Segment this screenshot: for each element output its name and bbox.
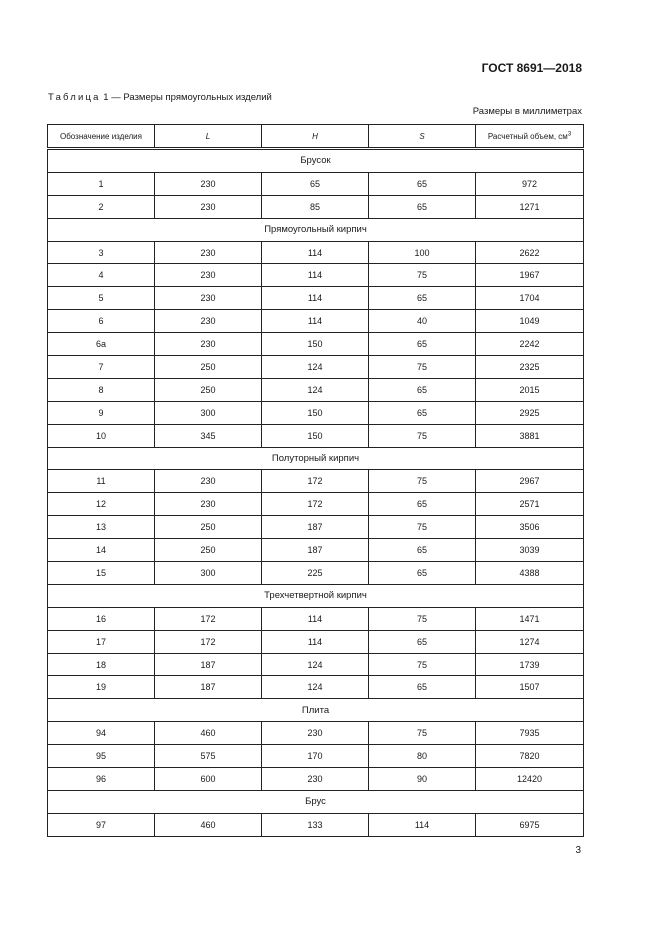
volume-header-sup: 3: [567, 130, 572, 137]
cell-h: 230: [262, 768, 369, 791]
cell-designation: 94: [48, 722, 155, 745]
group-header-row: [48, 447, 584, 470]
cell-h: 124: [262, 356, 369, 379]
group-name: Плита: [48, 699, 584, 722]
table-row: [48, 195, 584, 218]
cell-s: 65: [369, 378, 476, 401]
column-header-h: H: [262, 125, 369, 149]
cell-volume: 1274: [476, 630, 584, 653]
table-row: [48, 264, 584, 287]
cell-s: 65: [369, 630, 476, 653]
table-row: [48, 630, 584, 653]
cell-h: 124: [262, 653, 369, 676]
cell-h: 172: [262, 470, 369, 493]
table-row: [48, 310, 584, 333]
group-name: Трехчетвертной кирпич: [48, 584, 584, 607]
cell-s: 65: [369, 333, 476, 356]
cell-volume: 2622: [476, 241, 584, 264]
cell-h: 172: [262, 493, 369, 516]
table-row: [48, 768, 584, 791]
cell-volume: 2571: [476, 493, 584, 516]
cell-h: 85: [262, 195, 369, 218]
cell-l: 250: [155, 539, 262, 562]
group-header-row: [48, 218, 584, 241]
cell-designation: 14: [48, 539, 155, 562]
cell-h: 114: [262, 287, 369, 310]
table-row: [48, 745, 584, 768]
cell-l: 187: [155, 676, 262, 699]
caption-number: 1: [103, 92, 109, 103]
cell-designation: 6а: [48, 333, 155, 356]
cell-volume: 1704: [476, 287, 584, 310]
cell-designation: 9: [48, 401, 155, 424]
table-header-row: [48, 125, 584, 149]
cell-volume: 1507: [476, 676, 584, 699]
table-row: [48, 493, 584, 516]
group-header-row: [48, 790, 584, 813]
cell-l: 300: [155, 401, 262, 424]
cell-h: 150: [262, 333, 369, 356]
table-row: [48, 539, 584, 562]
cell-volume: 3039: [476, 539, 584, 562]
cell-h: 114: [262, 607, 369, 630]
cell-s: 75: [369, 424, 476, 447]
cell-h: 150: [262, 424, 369, 447]
cell-s: 75: [369, 356, 476, 379]
group-header-row: [48, 584, 584, 607]
cell-s: 75: [369, 516, 476, 539]
cell-l: 230: [155, 493, 262, 516]
cell-h: 114: [262, 310, 369, 333]
cell-h: 114: [262, 241, 369, 264]
table-row: [48, 562, 584, 585]
cell-designation: 7: [48, 356, 155, 379]
table-row: [48, 424, 584, 447]
cell-l: 172: [155, 607, 262, 630]
cell-h: 150: [262, 401, 369, 424]
cell-h: 170: [262, 745, 369, 768]
cell-designation: 10: [48, 424, 155, 447]
cell-volume: 12420: [476, 768, 584, 791]
cell-s: 80: [369, 745, 476, 768]
cell-l: 575: [155, 745, 262, 768]
cell-h: 230: [262, 722, 369, 745]
cell-l: 230: [155, 195, 262, 218]
group-name: Полуторный кирпич: [48, 447, 584, 470]
cell-designation: 18: [48, 653, 155, 676]
cell-volume: 7935: [476, 722, 584, 745]
cell-l: 230: [155, 310, 262, 333]
cell-designation: 96: [48, 768, 155, 791]
cell-volume: 2325: [476, 356, 584, 379]
cell-h: 133: [262, 813, 369, 836]
cell-volume: 2967: [476, 470, 584, 493]
units-note: Размеры в миллиметрах: [472, 106, 582, 117]
table-row: [48, 401, 584, 424]
standard-code: ГОСТ 8691—2018: [481, 61, 582, 75]
column-header-l: L: [155, 125, 262, 149]
cell-h: 65: [262, 172, 369, 195]
table-body: [48, 149, 584, 837]
column-header-s: S: [369, 125, 476, 149]
table-row: [48, 172, 584, 195]
table-row: [48, 378, 584, 401]
cell-s: 65: [369, 493, 476, 516]
cell-designation: 11: [48, 470, 155, 493]
cell-s: 75: [369, 607, 476, 630]
cell-s: 40: [369, 310, 476, 333]
cell-h: 225: [262, 562, 369, 585]
cell-designation: 19: [48, 676, 155, 699]
cell-volume: 1967: [476, 264, 584, 287]
cell-l: 230: [155, 241, 262, 264]
cell-designation: 4: [48, 264, 155, 287]
cell-volume: 2242: [476, 333, 584, 356]
cell-designation: 2: [48, 195, 155, 218]
group-name: Брус: [48, 790, 584, 813]
cell-l: 460: [155, 813, 262, 836]
cell-s: 65: [369, 401, 476, 424]
cell-s: 90: [369, 768, 476, 791]
cell-h: 124: [262, 676, 369, 699]
cell-l: 460: [155, 722, 262, 745]
group-header-row: [48, 699, 584, 722]
cell-volume: 3506: [476, 516, 584, 539]
table-row: [48, 676, 584, 699]
cell-volume: 972: [476, 172, 584, 195]
cell-h: 114: [262, 630, 369, 653]
cell-l: 300: [155, 562, 262, 585]
cell-l: 187: [155, 653, 262, 676]
cell-l: 230: [155, 264, 262, 287]
cell-designation: 6: [48, 310, 155, 333]
cell-s: 75: [369, 264, 476, 287]
cell-s: 65: [369, 172, 476, 195]
caption-prefix: Таблица: [48, 92, 101, 103]
cell-l: 230: [155, 287, 262, 310]
cell-s: 100: [369, 241, 476, 264]
page-number: 3: [575, 845, 581, 856]
cell-volume: 1049: [476, 310, 584, 333]
table-row: [48, 607, 584, 630]
cell-designation: 16: [48, 607, 155, 630]
group-name: Прямоугольный кирпич: [48, 218, 584, 241]
column-header-designation: Обозначение изделия: [48, 125, 155, 149]
cell-volume: 3881: [476, 424, 584, 447]
cell-designation: 15: [48, 562, 155, 585]
caption-title: — Размеры прямоугольных изделий: [111, 92, 272, 103]
cell-s: 75: [369, 722, 476, 745]
table-row: [48, 653, 584, 676]
cell-l: 250: [155, 516, 262, 539]
group-header-row: [48, 149, 584, 173]
table-row: [48, 241, 584, 264]
cell-s: 65: [369, 562, 476, 585]
cell-volume: 4388: [476, 562, 584, 585]
table-row: [48, 470, 584, 493]
column-header-volume: [476, 125, 584, 149]
cell-s: 75: [369, 653, 476, 676]
volume-header-text: Расчетный объем, см: [487, 131, 568, 141]
cell-s: 65: [369, 195, 476, 218]
cell-designation: 95: [48, 745, 155, 768]
cell-volume: 2925: [476, 401, 584, 424]
cell-h: 114: [262, 264, 369, 287]
cell-l: 600: [155, 768, 262, 791]
cell-l: 345: [155, 424, 262, 447]
cell-s: 114: [369, 813, 476, 836]
dimensions-table: [47, 124, 584, 837]
table-row: [48, 356, 584, 379]
group-name: Брусок: [48, 149, 584, 173]
cell-volume: 1271: [476, 195, 584, 218]
cell-designation: 3: [48, 241, 155, 264]
cell-designation: 13: [48, 516, 155, 539]
cell-designation: 97: [48, 813, 155, 836]
cell-volume: 7820: [476, 745, 584, 768]
table-caption: [48, 92, 272, 103]
table-row: [48, 516, 584, 539]
cell-l: 230: [155, 333, 262, 356]
cell-h: 124: [262, 378, 369, 401]
cell-designation: 12: [48, 493, 155, 516]
cell-s: 65: [369, 287, 476, 310]
cell-volume: 2015: [476, 378, 584, 401]
cell-s: 75: [369, 470, 476, 493]
cell-h: 187: [262, 516, 369, 539]
cell-l: 172: [155, 630, 262, 653]
table-row: [48, 333, 584, 356]
cell-designation: 17: [48, 630, 155, 653]
cell-volume: 1739: [476, 653, 584, 676]
cell-volume: 6975: [476, 813, 584, 836]
cell-l: 250: [155, 378, 262, 401]
cell-l: 250: [155, 356, 262, 379]
table-row: [48, 813, 584, 836]
cell-h: 187: [262, 539, 369, 562]
cell-designation: 5: [48, 287, 155, 310]
cell-s: 65: [369, 539, 476, 562]
cell-l: 230: [155, 470, 262, 493]
table-row: [48, 722, 584, 745]
cell-s: 65: [369, 676, 476, 699]
cell-volume: 1471: [476, 607, 584, 630]
cell-designation: 1: [48, 172, 155, 195]
cell-designation: 8: [48, 378, 155, 401]
cell-l: 230: [155, 172, 262, 195]
table-row: [48, 287, 584, 310]
